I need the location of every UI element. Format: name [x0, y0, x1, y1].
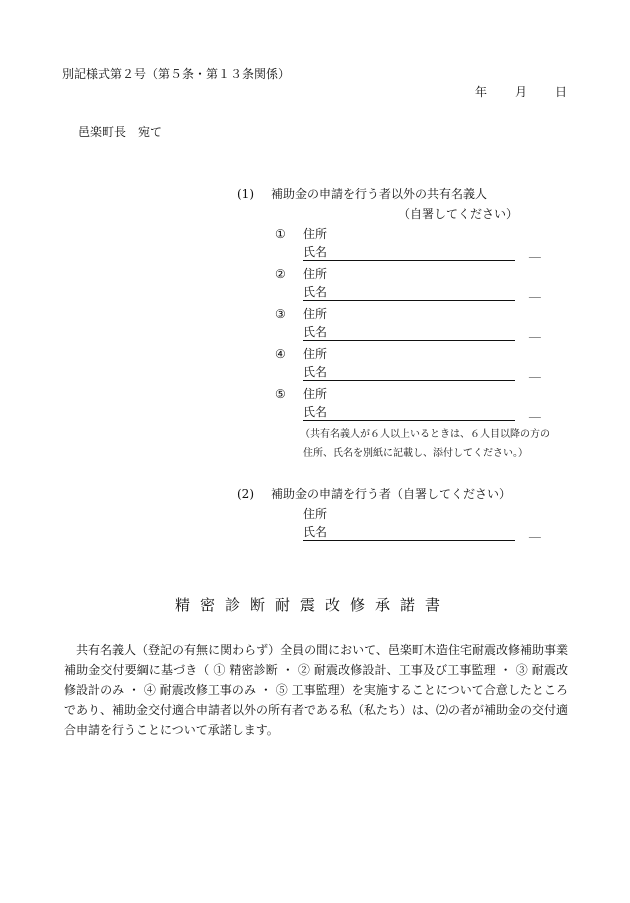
section2-name-row — [303, 524, 541, 541]
section1-number: (1) — [237, 187, 254, 201]
owner-name-row — [303, 404, 541, 421]
footnote-line2: 住所、氏名を別紙に記載し、添付してください。） — [303, 448, 528, 459]
owner-seal-mark: ＿ — [528, 325, 541, 339]
form-label: 別記様式第２号（第５条・第１３条関係） — [62, 67, 291, 81]
section1-heading — [237, 186, 487, 202]
section1-note: （自署してください） — [398, 207, 519, 221]
owner-seal-mark: ＿ — [528, 245, 541, 259]
section2-title: 補助金の申請を行う者（自署してください） — [271, 487, 512, 501]
section2-seal-mark: ＿ — [528, 525, 541, 539]
owner-name-label: 氏名 — [303, 365, 328, 379]
owner-name-field[interactable] — [303, 404, 515, 421]
owner-address-label: 住所 — [303, 347, 328, 361]
section2-name-field[interactable] — [303, 524, 515, 541]
owner-mark: ① — [275, 227, 286, 241]
owner-name-field[interactable] — [303, 284, 515, 301]
section1-title: 補助金の申請を行う者以外の共有名義人 — [271, 187, 488, 201]
date-line — [475, 84, 567, 100]
date-month: 月 — [515, 85, 528, 99]
owner-name-row — [303, 284, 541, 301]
owner-address-row — [275, 266, 327, 282]
footnote-line1: （共有名義人が６人以上いるときは、６人目以降の方の — [300, 429, 550, 440]
owner-seal-mark: ＿ — [528, 365, 541, 379]
owner-seal-mark: ＿ — [528, 405, 541, 419]
section2-address-label: 住所 — [303, 507, 328, 521]
date-day: 日 — [555, 85, 568, 99]
document-title: 精密診断耐震改修承諾書 — [175, 596, 451, 614]
owner-name-field[interactable] — [303, 324, 515, 341]
owner-name-row — [303, 324, 541, 341]
section2-address-row — [303, 506, 327, 522]
owner-name-field[interactable] — [303, 364, 515, 381]
owner-address-label: 住所 — [303, 267, 328, 281]
owner-name-row — [303, 364, 541, 381]
section2-number: (2) — [237, 487, 254, 501]
owner-address-row — [275, 386, 327, 402]
owner-mark: ⑤ — [275, 387, 286, 401]
owner-address-label: 住所 — [303, 307, 328, 321]
owner-address-label: 住所 — [303, 227, 328, 241]
body-paragraph: 共有名義人（登記の有無に関わらず）全員の間において、邑楽町木造住宅耐震改修補助事業補助金交付要綱に基づき（ ① 精密診断 ・ ② 耐震改修設計、工事及び工事監理 ・ ③ 耐震改修設計のみ ・ ④ 耐震改修工事のみ ・ ⑤ 工事監理）を実施することについて合意したところであり、補助金交付適合申請者以外の所有者である私（私たち）は、⑵の者が補助金の交付適合申請を行うことについて承諾します。 — [64, 643, 569, 737]
owner-mark: ② — [275, 267, 286, 281]
owner-name-row — [303, 244, 541, 261]
owner-name-label: 氏名 — [303, 325, 328, 339]
owner-mark: ③ — [275, 307, 286, 321]
owner-name-label: 氏名 — [303, 245, 328, 259]
date-year: 年 — [475, 85, 488, 99]
owner-mark: ④ — [275, 347, 286, 361]
addressee: 邑楽町長 宛て — [78, 125, 163, 139]
owner-name-label: 氏名 — [303, 405, 328, 419]
owner-name-label: 氏名 — [303, 285, 328, 299]
owner-address-row — [275, 306, 327, 322]
section2-name-label: 氏名 — [303, 525, 328, 539]
owner-address-row — [275, 346, 327, 362]
owner-address-label: 住所 — [303, 387, 328, 401]
owner-name-field[interactable] — [303, 244, 515, 261]
owner-address-row — [275, 226, 327, 242]
section2-heading — [237, 486, 511, 502]
owner-seal-mark: ＿ — [528, 285, 541, 299]
